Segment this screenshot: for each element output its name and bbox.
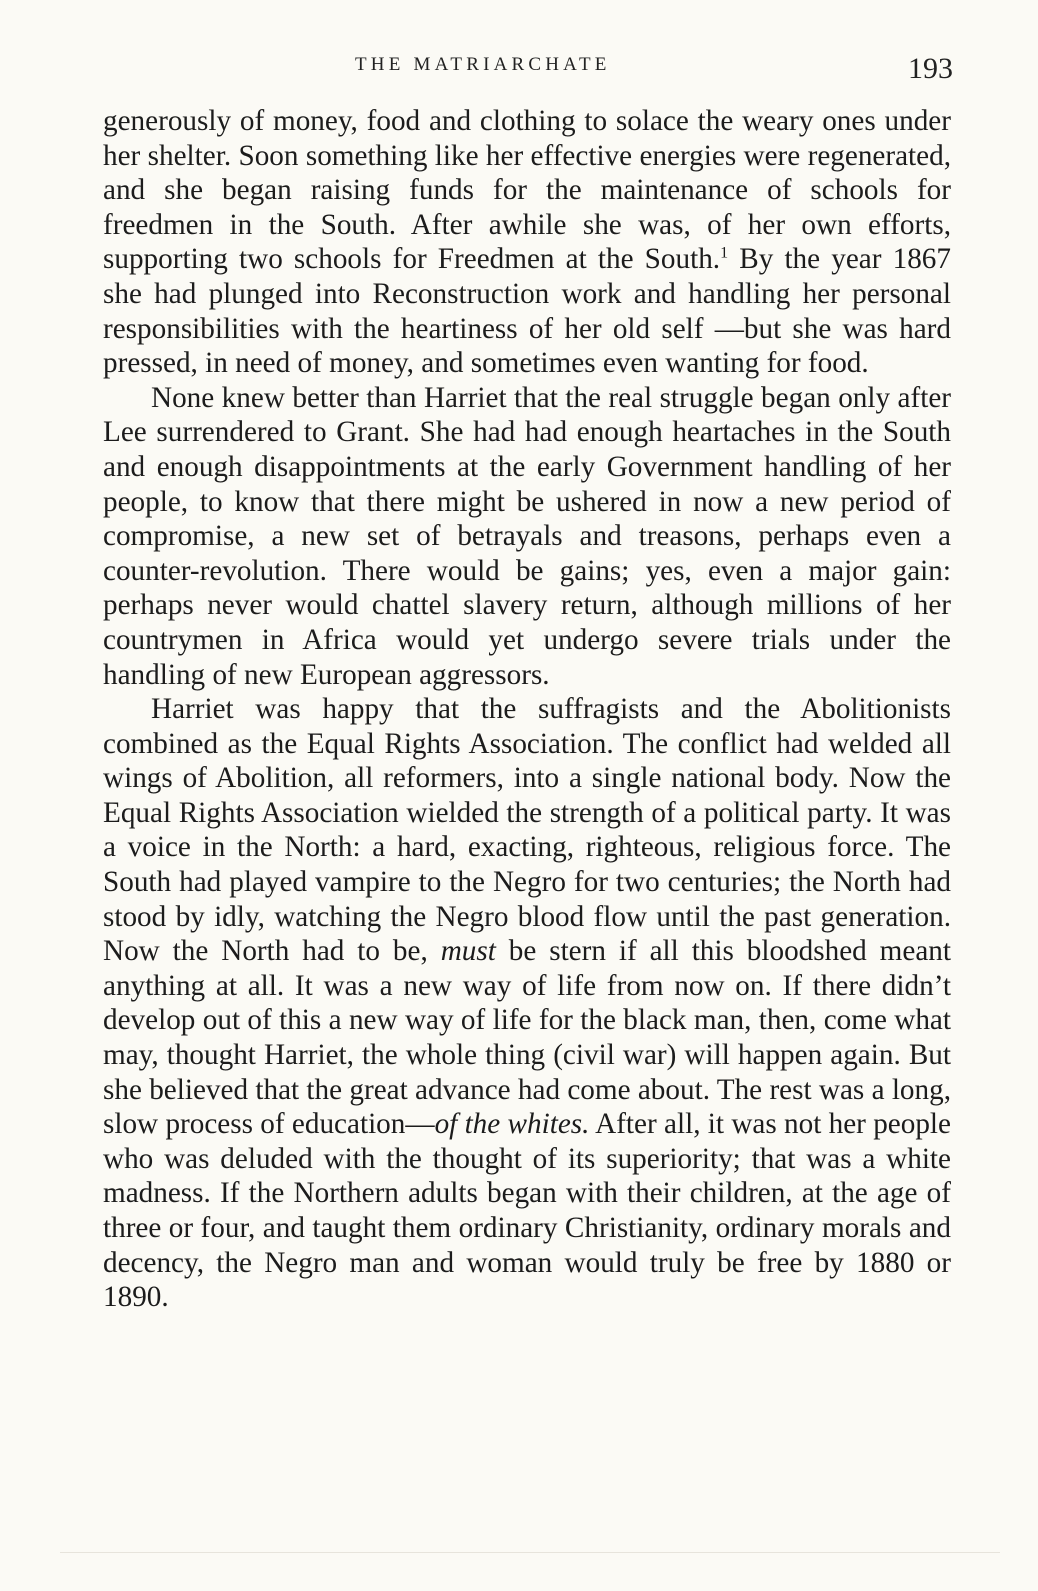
running-title: THE MATRIARCHATE bbox=[355, 54, 611, 75]
footnote-marker: 1 bbox=[720, 244, 729, 262]
paragraph-2 bbox=[103, 381, 951, 692]
paragraph-text: generously of money, food and clothing to solace the weary ones under her shelter. Soon something like her effective energies were regenerated, and she began raising funds for the maintenance of schools for freedmen in the South. After awhile she was, of her own efforts, supporting two schools for Freedmen at the South. bbox=[103, 105, 951, 276]
paragraph-text: None knew better than Harriet that the real struggle began only after Lee surrendered to Grant. She had had enough heartaches in the South and enough disappointments at the early Government handling of her people, to know that there might be ushered in now a new period of compromise, a new set of betrayals and treasons, perhaps even a counter-revolution. There would be gains; yes, even a major gain: perhaps never would chattel slavery return, although millions of her countrymen in Africa would yet undergo severe trials under the handling of new European aggressors. bbox=[103, 381, 951, 691]
paragraph-3 bbox=[103, 692, 951, 1315]
emphasis-text: of the whites. bbox=[434, 1108, 590, 1141]
paragraph-text: After all, it was not her people who was deluded with the thought of its superiority; that was a white madness. If the Northern adults began with their children, at the age of three or four, and taught them ordinary Christianity, ordinary morals and decency, the Negro man and woman would truly be free by 1880 or 1890. bbox=[103, 1108, 951, 1314]
page-edge-line bbox=[60, 1552, 1000, 1553]
running-head bbox=[0, 50, 1038, 90]
page-number: 193 bbox=[908, 52, 953, 85]
emphasis-text: must bbox=[440, 935, 496, 968]
paragraph-1 bbox=[103, 104, 951, 381]
body-text bbox=[103, 104, 951, 1315]
paragraph-text: Harriet was happy that the suffragists and the Abolitionists combined as the Equal Rights Association. The conflict had welded all wings of Abolition, all reformers, into a single national body. Now the Equal Rights Association wielded the strength of a political party. It was a voice in the North: a hard, exacting, righteous, religious force. The South had played vampire to the Negro for two centuries; the North had stood by idly, watching the Negro blood flow until the past generation. Now the North had to be, bbox=[103, 693, 951, 968]
paragraph-text: be stern if all this bloodshed meant anything at all. It was a new way of life from now on. If there didn’t develop out of this a new way of life for the black man, then, come what may, thought Harriet, the whole thing (civil war) will happen again. But she believed that the great advance had come about. The rest was a long, slow process of education— bbox=[103, 935, 952, 1141]
paragraph-text: By the year 1867 she had plunged into Reconstruction work and handling her personal responsibilities with the heartiness of her old self —but she was hard pressed, in need of money, and sometimes even wanting for food. bbox=[103, 243, 951, 380]
